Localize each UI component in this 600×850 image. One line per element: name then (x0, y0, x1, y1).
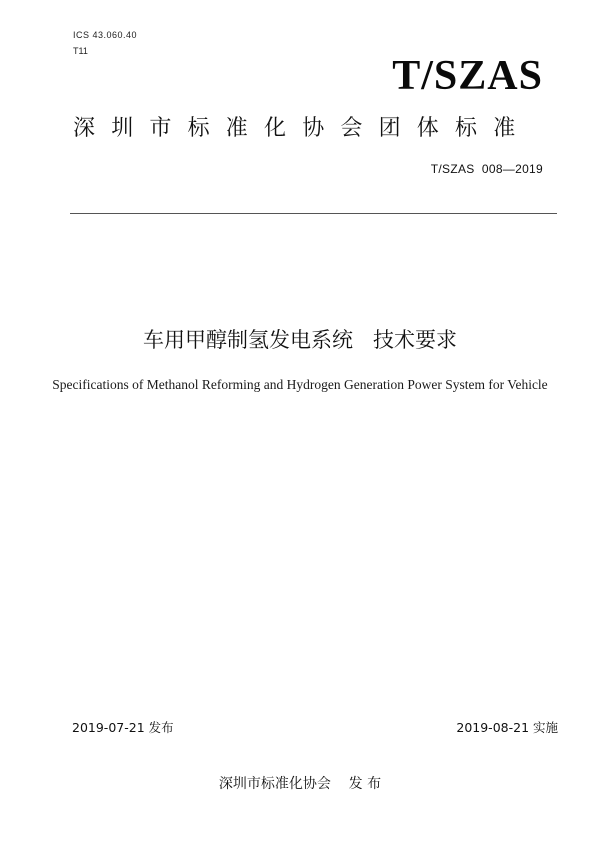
ics-code: ICS 43.060.40 (73, 30, 138, 40)
header-divider (70, 213, 557, 214)
classification-code: T11 (73, 46, 88, 56)
implementation-date: 2019-08-21 实施 (456, 720, 558, 735)
publisher: 深圳市标准化协会 发 布 (218, 776, 382, 792)
standard-brand: T/SZAS (392, 53, 543, 99)
title-english: Specifications of Methanol Reforming and Hydrogen Generation Power System for Vehicle (52, 377, 548, 392)
standard-number: T/SZAS 008—2019 (430, 162, 543, 176)
issue-date: 2019-07-21 发布 (72, 720, 174, 735)
standard-type-heading: 深圳市标准化协会团体标准 (73, 116, 532, 141)
title-chinese: 车用甲醇制氢发电系统 技术要求 (142, 328, 458, 352)
